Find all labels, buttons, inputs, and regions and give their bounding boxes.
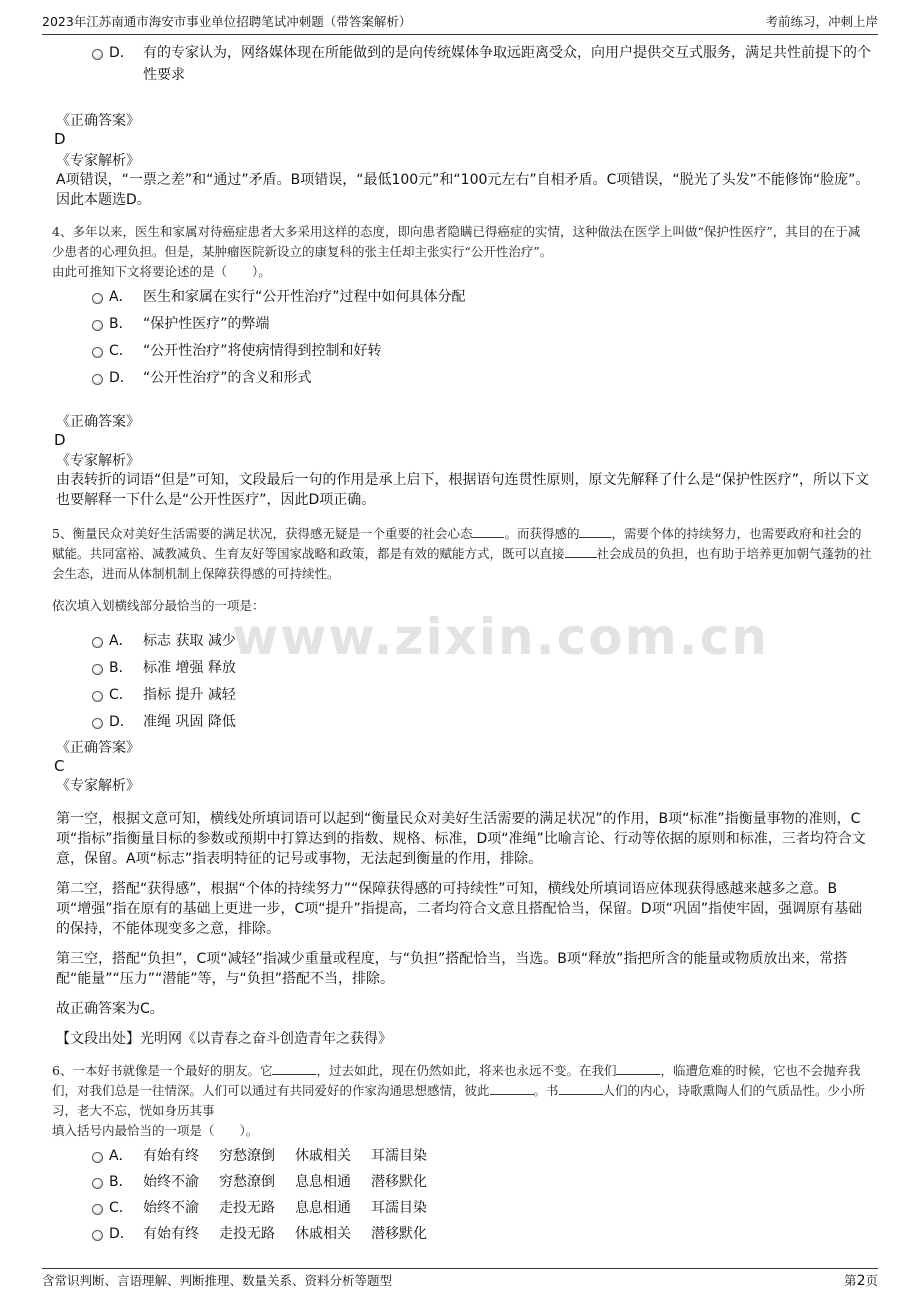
- option-letter: A．: [109, 633, 133, 649]
- option-text: 标志 获取 减少: [143, 633, 236, 649]
- analysis-text: 由表转折的词语“但是”可知，文段最后一句的作用是承上启下，根据语句连贯性原则，原文先解释了什么是“保护性医疗”，所以下文也要解释一下什么是“公开性医疗”，因此D项正确。: [56, 472, 870, 508]
- radio-icon[interactable]: [92, 347, 103, 358]
- footer-note: 含常识判断、言语理解、判断推理、数量关系、资料分析等题型: [42, 1272, 393, 1288]
- option-text: 指标 提升 减轻: [143, 687, 236, 703]
- analysis-paragraph: 第三空，搭配“负担”，C项“减轻”指减少重量或程度，与“负担”搭配恰当，当选。B项“释放”指把所含的能量或物质放出来，常搭配“能量”“压力”“潜能”等，与“负担”搭配不当，排除。: [56, 951, 848, 987]
- option-text: 有的专家认为，网络媒体现在所能做到的是向传统媒体争取远距离受众，向用户提供交互式服务，满足共性前提下的个性要求: [143, 45, 871, 83]
- q3-option-d[interactable]: [92, 42, 872, 86]
- option-text: 始终不渝 走投无路 息息相通 耳濡目染: [143, 1200, 427, 1216]
- page-header: [42, 10, 878, 35]
- option-letter: B．: [109, 316, 133, 332]
- document-title: 2023年江苏南通市海安市事业单位招聘笔试冲刺题（带答案解析）: [42, 14, 412, 30]
- q4-option-d[interactable]: [92, 367, 872, 389]
- radio-icon[interactable]: [92, 320, 103, 331]
- answer-tag: 《正确答案》: [56, 740, 140, 756]
- blank-3: [565, 545, 597, 558]
- q5-option-d[interactable]: [92, 711, 872, 733]
- blank-3: [490, 1082, 534, 1095]
- question-prompt: 依次填入划横线部分最恰当的一项是：: [52, 598, 265, 613]
- option-letter: C．: [109, 343, 133, 359]
- analysis-paragraph: 第一空，根据文意可知，横线处所填词语可以起到“衡量民众对美好生活需要的满足状况”的作用，B项“标准”指衡量事物的准则，C项“指标”指衡量目标的参数或预期中打算达到的指数、规格、标准，D项“准绳”比喻言论、行动等依据的原则和标准，三者均符合文意，保留。A项“标志”指表明特征的记号或事物，无法起到衡量的作用，排除。: [56, 811, 866, 867]
- header-slogan: 考前练习，冲刺上岸: [765, 14, 878, 30]
- page-footer: [42, 1268, 878, 1293]
- analysis-tag: 《专家解析》: [56, 153, 140, 169]
- radio-icon[interactable]: [92, 718, 103, 729]
- option-letter: C．: [109, 1200, 133, 1216]
- question-stem: 4、多年以来，医生和家属对待癌症患者大多采用这样的态度，即向患者隐瞒已得癌症的实情，这种做法在医学上叫做“保护性医疗”，其目的在于减少患者的心理负担。但是，某肿瘤医院新设立的康复科的张主任却主张实行“公开性治疗”。: [52, 224, 861, 259]
- q5-options: [52, 630, 872, 733]
- q4-option-c[interactable]: [92, 340, 872, 362]
- option-text: “公开性治疗”将使病情得到控制和好转: [143, 343, 382, 359]
- question-stem: 6、一本好书就像是一个最好的朋友。它 ，过去如此，现在仍然如此，将来也永远不变。在我们 ，临遭危难的时候，它也不会抛弃我们，对我们总是一往情深。人们可以通过有共同爱好的作家沟通思想感情，彼此 。书 人们的内心，诗歌熏陶人们的气质品性。少小所习，老大不忘，恍如身历其事: [52, 1063, 866, 1118]
- blank-4: [559, 1082, 603, 1095]
- q5-option-a[interactable]: [92, 630, 872, 652]
- q6-option-b[interactable]: [92, 1171, 872, 1193]
- radio-icon[interactable]: [92, 1230, 103, 1241]
- blank-1: [272, 1062, 316, 1075]
- option-text: 始终不渝 穷愁潦倒 息息相通 潜移默化: [143, 1174, 427, 1190]
- option-text: 医生和家属在实行“公开性治疗”过程中如何具体分配: [143, 289, 466, 305]
- blank-2: [579, 525, 611, 538]
- option-text: 准绳 巩固 降低: [143, 714, 236, 730]
- correct-answer: D: [54, 431, 66, 449]
- q5-option-b[interactable]: [92, 657, 872, 679]
- answer-tag: 《正确答案》: [56, 414, 140, 430]
- radio-icon[interactable]: [92, 637, 103, 648]
- analysis-paragraph: 第二空，搭配“获得感”，根据“个体的持续努力”“保障获得感的可持续性”可知，横线处所填词语应体现获得感越来越多之意。B项“增强”指在原有的基础上更进一步，C项“提升”指提高，二者均符合文意且搭配恰当，保留。D项“巩固”指使牢固，强调原有基础的保持，不能体现变多之意，排除。: [56, 881, 863, 937]
- radio-icon[interactable]: [92, 1204, 103, 1215]
- q6-option-c[interactable]: [92, 1197, 872, 1219]
- q6-options: [52, 1145, 872, 1245]
- question-stem: 5、衡量民众对美好生活需要的满足状况，获得感无疑是一个重要的社会心态 。而获得感的 ，需要个体的持续努力，也需要政府和社会的赋能。共同富裕、减教减负、生育友好等国家战略和政策，都是有效的赋能方式，既可以直接 社会成员的负担，也有助于培养更加朝气蓬勃的社会生态，进而从体制机制上保障获得感的可持续性。: [52, 526, 872, 581]
- option-letter: A．: [109, 289, 133, 305]
- radio-icon[interactable]: [92, 374, 103, 385]
- question-prompt: 填入括号内最恰当的一项是（ ）。: [52, 1123, 259, 1138]
- option-text: 标准 增强 释放: [143, 660, 236, 676]
- option-text: 有始有终 穷愁潦倒 休戚相关 耳濡目染: [143, 1148, 427, 1164]
- option-letter: C．: [109, 687, 133, 703]
- option-letter: D．: [109, 1226, 134, 1242]
- analysis-tag: 《专家解析》: [56, 453, 140, 469]
- radio-icon[interactable]: [92, 1152, 103, 1163]
- q4-option-a[interactable]: [92, 286, 872, 308]
- option-letter: B．: [109, 1174, 133, 1190]
- watermark: www.zixin.com.cn: [232, 608, 769, 666]
- page-number: 第2页: [844, 1272, 878, 1289]
- radio-icon[interactable]: [92, 1178, 103, 1189]
- blank-1: [472, 525, 504, 538]
- option-letter: D．: [109, 45, 134, 61]
- q6-option-d[interactable]: [92, 1223, 872, 1245]
- q4-options: [52, 286, 872, 389]
- q6-option-a[interactable]: [92, 1145, 872, 1167]
- option-letter: B．: [109, 660, 133, 676]
- option-letter: D．: [109, 370, 134, 386]
- radio-icon[interactable]: [92, 691, 103, 702]
- option-letter: A．: [109, 1148, 133, 1164]
- analysis-tag: 《专家解析》: [56, 778, 140, 794]
- radio-icon[interactable]: [92, 49, 103, 60]
- radio-icon[interactable]: [92, 664, 103, 675]
- option-text: “公开性治疗”的含义和形式: [143, 370, 312, 386]
- page-content: [52, 42, 872, 1245]
- analysis-text: A项错误，“一票之差”和“通过”矛盾。B项错误，“最低100元”和“100元左右”自相矛盾。C项错误，“脱光了头发”不能修饰“脸庞”。因此本题选D。: [56, 172, 870, 208]
- q4-option-b[interactable]: [92, 313, 872, 335]
- q5-option-c[interactable]: [92, 684, 872, 706]
- radio-icon[interactable]: [92, 293, 103, 304]
- correct-answer: D: [54, 130, 66, 148]
- option-text: 有始有终 走投无路 休戚相关 潜移默化: [143, 1226, 427, 1242]
- question-prompt: 由此可推知下文将要论述的是（ ）。: [52, 264, 271, 279]
- option-letter: D．: [109, 714, 134, 730]
- blank-2: [616, 1062, 660, 1075]
- option-text: “保护性医疗”的弊端: [143, 316, 270, 332]
- source-citation: 【文段出处】光明网《以青春之奋斗创造青年之获得》: [56, 1031, 392, 1047]
- analysis-conclusion: 故正确答案为C。: [56, 1001, 164, 1017]
- answer-tag: 《正确答案》: [56, 113, 140, 129]
- correct-answer: C: [54, 757, 65, 775]
